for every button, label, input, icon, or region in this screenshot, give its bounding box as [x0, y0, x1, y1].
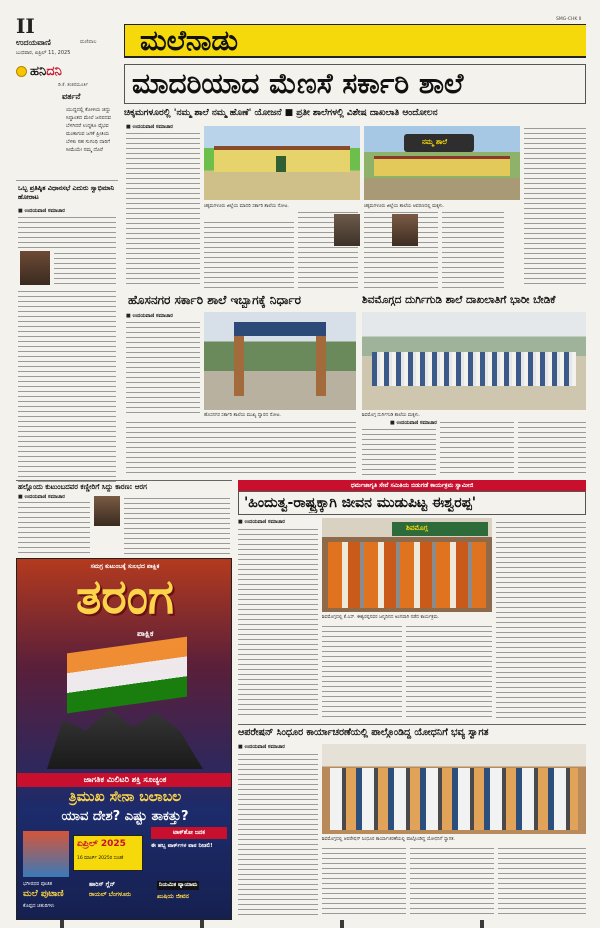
sindhoor-headline: ಆಪರೇಷನ್ ಸಿಂಧೂರ ಕಾರ್ಯಾಚರಣೆಯಲ್ಲಿ ಪಾಲ್ಗೊಂಡಿದ್ದ ಯೋಧನಿಗೆ ಭವ್ಯ ಸ್ವಾಗತ	[238, 727, 489, 738]
sidebar-byline: ■ ಉದಯವಾಣಿ ಸಮಾಚಾರ	[18, 208, 65, 214]
hani-dani-box	[16, 64, 118, 174]
eshwarappa-caption: ಶಿವಮೊಗ್ಗದಲ್ಲಿ ಕೆ.ಎಸ್. ಈಶ್ವರಪ್ಪನವರ ಜನ್ಮದಿನದ ಅಂಗವಾಗಿ ನಡೆದ ಕಾರ್ಯಕ್ರಮ.	[322, 615, 440, 620]
ad-box4-a: ನಿಯಮಿತ ವ್ಯಾಯಾಮ	[159, 882, 198, 888]
lead-body-col1	[126, 131, 200, 288]
hosanagara-headline: ಹೊಸನಗರ ಸರ್ಕಾರಿ ಶಾಲೆ ಇಬ್ಬಾಗಕ್ಕೆ ನಿರ್ಧಾರ	[128, 293, 302, 307]
ad-left-b: ಮಲೆ ಪುಟಾಣಿ	[23, 889, 64, 899]
sidebar-portrait-photo	[20, 251, 50, 285]
family-body-2	[124, 496, 230, 554]
lead-photo-1	[204, 126, 360, 200]
ad-cover-thumbnail	[23, 831, 69, 877]
school-building-shape-2	[374, 156, 510, 176]
eshwarappa-body-1	[238, 527, 318, 719]
lead-byline: ■ ಉದಯವಾಣಿ ಸಮಾಚಾರ	[126, 124, 173, 130]
lead-inset-portrait-2	[392, 214, 418, 246]
hani-dani-author: ಡಿ.ಕೆ. ಶಂಕರಮೂರ್ತಿ	[58, 83, 89, 88]
shimoga-school-body-1	[362, 427, 436, 476]
ad-box4-b: ಖುಷಿಯ ಜೀವನ	[157, 893, 189, 900]
hosanagara-caption: ಹೊಸನಗರ ಸರ್ಕಾರಿ ಶಾಲೆಯ ಮುಖ್ಯ ದ್ವಾರದ ನೋಟ.	[204, 413, 281, 418]
shimoga-school-body-2	[440, 420, 514, 476]
ad-box3-b: ರಾಯಲ್ ಬೆಂಗಳೂರು	[89, 891, 132, 898]
family-body-1	[18, 500, 90, 554]
sidebar-body-text-3	[18, 289, 116, 485]
lead-subhead: ಚಿಕ್ಕಮಗಳೂರಲ್ಲಿ 'ನಮ್ಮ ಶಾಲೆ ನಮ್ಮ ಹೊಣೆ' ಯೋಜನೆ ■ ಪ್ರತೀ ಶಾಲೆಗಳಲ್ಲಿ ವಿಶೇಷ ದಾಖಲಾತಿ ಆಂದೋಲನ	[124, 108, 438, 118]
page-number: II	[16, 14, 35, 38]
lead-headline: ಮಾದರಿಯಾದ ಮೆಣಸೆ ಸರ್ಕಾರಿ ಶಾಲೆ	[132, 67, 464, 100]
sindhoor-photo	[322, 744, 586, 834]
section-title: ಮಲೆನಾಡು	[140, 24, 239, 57]
shimoga-school-byline: ■ ಉದಯವಾಣಿ ಸಮಾಚಾರ	[390, 420, 437, 426]
gate-pillar-right	[316, 336, 326, 396]
people-row	[328, 542, 486, 608]
gate-arch	[234, 322, 326, 336]
sindhoor-body-3	[410, 846, 494, 918]
shimoga-school-photo	[362, 312, 586, 410]
ad-left-c: ಕೊಪ್ಪದ ಚತುರಿಗಳು	[23, 903, 55, 909]
sindhoor-body-4	[498, 846, 586, 918]
sindhoor-body-2	[322, 846, 406, 918]
ad-box3-a: ಹಾರಿಸ್ ಗ್ಲೆನ್	[89, 881, 116, 888]
lead-body-col1b	[204, 220, 294, 288]
sidebar-story	[16, 180, 118, 488]
lead-photo-2-caption: ಚಿಕ್ಕಮಗಳೂರು ಜಿಲ್ಲೆಯ ಶಾಲೆಯ ಆವರಣದಲ್ಲಿ ಮಕ್ಕಳು.	[364, 204, 445, 209]
hani-dani-label: ವರ್ತನೆ	[62, 92, 81, 101]
school-building-door	[276, 156, 286, 172]
hani-dani-title	[30, 64, 62, 79]
shimoga-school-body-3	[518, 420, 586, 476]
hani-word: ಹನಿ	[30, 64, 47, 79]
eshwarappa-body-2	[322, 624, 402, 720]
ad-title: ತರಂಗ	[75, 569, 175, 625]
ad-issue-note: 16 ಮಾರ್ಚ್ 2025ರ ಸಂಚಿಕೆ	[77, 856, 124, 861]
hosanagara-photo	[204, 312, 356, 410]
lead-body-col5	[524, 126, 586, 288]
school-gate-sign-text: ನಮ್ಮ ಶಾಲೆ	[422, 138, 448, 146]
eshwarappa-body-3	[406, 624, 492, 720]
eshwarappa-byline: ■ ಉದಯವಾಣಿ ಸಮಾಚಾರ	[238, 519, 285, 525]
crowd-row	[330, 768, 578, 830]
eshwarappa-headline: 'ಹಿಂದುತ್ವ-ರಾಷ್ಟ್ರಕ್ಕಾಗಿ ಜೀವನ ಮುಡುಪಿಟ್ಟ ಈಶ್ವರಪ್ಪ'	[244, 495, 477, 511]
family-byline: ■ ಉದಯವಾಣಿ ಸಮಾಚಾರ	[18, 494, 65, 500]
hosanagara-body-2	[126, 420, 356, 476]
shimoga-school-caption: ಶಿವಮೊಗ್ಗ ದುರ್ಗಿಗುಡಿ ಶಾಲೆಯ ಮಕ್ಕಳು.	[362, 413, 420, 418]
ad-headline: ತ್ರಿಮುಖ ಸೇನಾ ಬಲಾಬಲ	[68, 789, 182, 805]
sindhoor-byline: ■ ಉದಯವಾಣಿ ಸಮಾಚಾರ	[238, 744, 285, 750]
ad-question: ಯಾವ ದೇಶ? ಎಷ್ಟು ತಾಕತ್ತು?	[61, 809, 189, 824]
gate-pillar-left	[234, 336, 244, 396]
taranga-ad[interactable]	[16, 558, 232, 920]
lead-body-col4	[442, 210, 504, 288]
ad-flag-graphic	[67, 637, 187, 714]
sindhoor-rule	[238, 724, 586, 725]
sindhoor-caption: ಶಿವಮೊಗ್ಗದಲ್ಲಿ ಆಪರೇಷನ್ ಸಿಂಧೂರ ಕಾರ್ಯಾಚರಣೆಯಲ್ಲಿ ಪಾಲ್ಗೊಂಡಿದ್ದ ಯೋಧನಿಗೆ ಸ್ವಾಗತ.	[322, 837, 455, 842]
shimoga-school-headline: ಶಿವಮೊಗ್ಗದ ದುರ್ಗಿಗುಡಿ ಶಾಲೆ ದಾಖಲಾತಿಗೆ ಭಾರೀ ಬೇಡಿಕೆ	[362, 294, 556, 306]
eshwarappa-photo	[322, 518, 492, 612]
edition-code: SMG-CHK II	[556, 17, 582, 22]
hani-dani-verse: ಯುದ್ಧದಲ್ಲಿ ಕೋಳಿಯ ಜಿದ್ದು ಸಿದ್ಧಾಂತದ ಮೇಲೆ ಜನಪದವ ಬೆಳಗಿದರೆ ಉದ್ದಕೂ ವೈಭವ ಮಂಕಾಗುವ ಜಗಕೆ ಪ್ರೀತಿಯ ಬೆಳಕು ಸಹ ಸುಗಂಧಿ ದಾರಿಗೆ ಸೀಮೆಯೇ ನಮ್ಮ ದೊರೆ	[66, 107, 111, 153]
eshwarappa-body-4	[496, 520, 586, 720]
eshwarappa-kicker: ಧರ್ಮಜಾಗೃತಿ ಸೇವೆ ಸಮಿತಿಯ ಬಿಡುಗಡೆ ಕಾರ್ಯಕ್ರಮ ಸ್ವಾಮೀಜಿ	[238, 480, 586, 491]
issue-date: ಬುಧವಾರ, ಏಪ್ರಿಲ್ 11, 2025	[16, 50, 71, 56]
ad-issue-date: ಏಪ್ರಿಲ್ 2025	[77, 839, 126, 849]
hosanagara-body-1	[126, 320, 200, 416]
family-headline: ಹಲ್ಲೊಂದು ಕುಟುಂಬದವರ ಕಣ್ಣೀರಿಗೆ ಸಿದ್ದು ಕಾರಣ: ಆರಗ	[18, 483, 147, 491]
ad-top-line: ಸಮಗ್ರ ಕುಟುಂಬಕ್ಕೆ ಸುಲಭದ ಪಾಕ್ಷಿಕ	[90, 563, 160, 570]
hani-dani-bulb-icon	[16, 66, 27, 77]
lead-inset-portrait	[334, 214, 360, 246]
sidebar-body-text	[18, 215, 116, 251]
ad-box2: ಈ ಹಬ್ಬ ಪಾರ್ಕ್‌ಗಳ ಪಾಠ ನೀಡಲಿ!	[151, 843, 213, 849]
edition-name: ಮಣಿಪಾಲ	[80, 39, 97, 45]
sindhoor-body-1	[238, 752, 318, 918]
dani-word: ದನಿ	[46, 64, 62, 79]
masthead	[0, 0, 600, 60]
ad-box1: ಟಾಕ್‌ಶೋ ಜನಕ	[151, 827, 227, 839]
ad-subtitle: ಪಾಕ್ಷಿಕ	[137, 629, 154, 638]
family-portrait	[94, 496, 120, 526]
ad-left-a: ಭಗೀರಥರ ಪೂಜಿತ	[23, 881, 53, 887]
stage-banner-text: ಶಿವಮೊಗ್ಗ	[406, 524, 428, 532]
hosanagara-byline: ■ ಉದಯವಾಣಿ ಸಮಾಚಾರ	[126, 313, 173, 319]
lead-photo-2	[364, 126, 520, 200]
ad-tagline: ಜಾಗತಿಕ ಮಿಲಿಟರಿ ಶಕ್ತಿ ಸೂಚ್ಯಂಕ	[17, 773, 232, 787]
sidebar-headline: ಒಬ್ಬ ಪ್ರತಿಷ್ಠಿತ ವಿಧಾನಸಭೆ ಎದುರು ಸ್ವಾಭಿಮಾನಿ ಹೋರಾಟ	[18, 184, 115, 201]
paper-name: ಉದಯವಾಣಿ	[16, 38, 51, 47]
family-story-rule	[16, 480, 232, 481]
lead-photo-1-caption: ಚಿಕ್ಕಮಗಳೂರು ಜಿಲ್ಲೆಯ ಮಾದರಿ ಸರ್ಕಾರಿ ಶಾಲೆಯ ನೋಟ.	[204, 204, 289, 209]
sidebar-body-text-2	[54, 251, 116, 287]
registration-marks	[0, 920, 600, 928]
students-row	[372, 352, 576, 386]
